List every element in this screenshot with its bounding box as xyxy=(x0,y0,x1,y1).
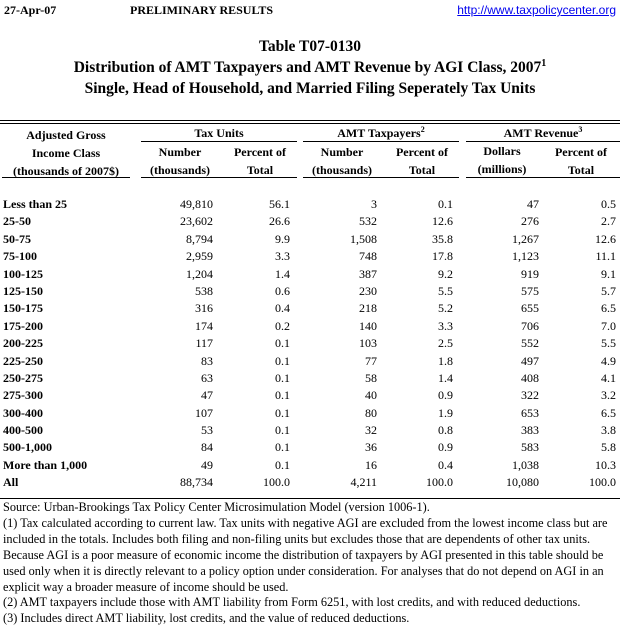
table-row xyxy=(0,474,620,491)
amt-revenue-dollars: 383 xyxy=(521,423,539,438)
tax-units-percent: 100.0 xyxy=(263,475,290,490)
tax-units-percent: 26.6 xyxy=(269,214,290,229)
amt-taxpayers-number: 3 xyxy=(371,197,377,211)
amt-taxpayers-percent: 12.6 xyxy=(432,214,453,229)
tax-units-percent: 0.2 xyxy=(275,318,290,333)
amt-revenue-percent: 0.5 xyxy=(601,197,616,211)
subheader-underline-amt-taxpayers xyxy=(303,177,459,178)
amt-taxpayers-percent: 3.3 xyxy=(438,318,453,333)
income-class-label: 225-250 xyxy=(3,353,43,368)
table-row xyxy=(0,439,620,456)
amt-taxpayers-number: 230 xyxy=(359,283,377,298)
amt-revenue-dollars: 1,267 xyxy=(512,231,539,246)
amt-taxpayers-number: 103 xyxy=(359,336,377,351)
amt-revenue-dollars: 322 xyxy=(521,388,539,403)
income-class-label: 75-100 xyxy=(3,249,37,264)
income-class-label: More than 1,000 xyxy=(3,457,88,472)
amt-revenue-dollars: 575 xyxy=(521,283,539,298)
amt-revenue-dollars: 655 xyxy=(521,301,539,316)
amt-revenue-percent: 3.2 xyxy=(601,388,616,403)
table-row xyxy=(0,283,620,300)
footnote-3: (3) Includes direct AMT liability, lost credits, and the value of reduced deductions. xyxy=(3,611,410,626)
amt-revenue-percent: 3.8 xyxy=(601,423,616,438)
tax-units-number: 538 xyxy=(195,283,213,298)
income-class-label: All xyxy=(3,475,19,490)
amt-taxpayers-percent: 5.2 xyxy=(438,301,453,316)
tax-units-number: 84 xyxy=(201,440,213,455)
table-row xyxy=(0,387,620,404)
table-row xyxy=(0,335,620,352)
amt-revenue-percent: 5.5 xyxy=(601,336,616,351)
tax-units-number: 174 xyxy=(195,318,213,333)
income-class-label: 175-200 xyxy=(3,318,43,333)
amt-taxpayers-number: 748 xyxy=(359,249,377,264)
tax-units-number: 83 xyxy=(201,353,213,368)
tax-units-number: 2,959 xyxy=(186,249,213,264)
tax-units-number: 316 xyxy=(195,301,213,316)
amt-taxpayers-percent: 9.2 xyxy=(438,266,453,281)
amt-revenue-percent: 5.8 xyxy=(601,440,616,455)
table-row xyxy=(0,213,620,230)
amt-taxpayers-number: 140 xyxy=(359,318,377,333)
income-class-label: 300-400 xyxy=(3,405,43,420)
tax-units-number: 49 xyxy=(201,457,213,472)
tax-units-percent: 0.1 xyxy=(275,353,290,368)
group-underline-amt-taxpayers xyxy=(303,141,459,142)
amt-revenue-percent: 11.1 xyxy=(595,249,616,264)
income-class-label: 250-275 xyxy=(3,370,43,385)
table-body xyxy=(0,196,620,492)
tax-units-percent: 0.1 xyxy=(275,423,290,438)
tax-units-number: 117 xyxy=(195,336,213,351)
amt-revenue-dollars: 653 xyxy=(521,405,539,420)
tax-units-percent: 0.1 xyxy=(275,370,290,385)
amt-taxpayers-percent: 0.8 xyxy=(438,423,453,438)
tax-units-percent: 0.1 xyxy=(275,336,290,351)
tax-units-percent: 3.3 xyxy=(275,249,290,264)
preliminary-label: PRELIMINARY RESULTS xyxy=(130,3,274,17)
amt-revenue-percent: 100.0 xyxy=(589,475,616,490)
tax-units-number: 47 xyxy=(201,388,213,403)
amt-taxpayers-number: 40 xyxy=(365,388,377,403)
tax-units-percent: 0.4 xyxy=(275,301,290,316)
amt-revenue-dollars: 1,123 xyxy=(512,249,539,264)
group-underline-tax-units xyxy=(141,141,297,142)
income-class-label: 100-125 xyxy=(3,266,43,281)
table-row xyxy=(0,231,620,248)
footnote-1: (1) Tax calculated according to current law. Tax units with negative AGI are excluded from the lowest income class but are included in the totals. Includes both filing and non-filing units but excludes those that are dependents of other tax units. Because AGI is a poor measure of economic income the distribution of taxpayers by AGI presented in this table should be used only when it is directly relevant to a policy option under consideration. For analyses that do not depend on AGI in an explicit way a broader measure of income should be used. xyxy=(3,515,608,594)
agi-class-header: Adjusted Gross Income Class (thousands of 2007$) xyxy=(12,128,120,178)
group-header-amt-taxpayers: AMT Taxpayers$^2$ xyxy=(337,125,425,140)
amt-revenue-dollars: 706 xyxy=(521,318,539,333)
amt-taxpayers-number: 218 xyxy=(359,301,377,316)
table-row xyxy=(0,196,620,213)
agi-class-underline xyxy=(2,177,130,178)
amt-taxpayers-number: 80 xyxy=(365,405,377,420)
subheader-underline-amt-revenue xyxy=(466,177,620,178)
amt-revenue-dollars: 47 xyxy=(527,197,539,211)
tax-units-number: 88,734 xyxy=(180,475,213,490)
tax-units-percent: 56.1 xyxy=(269,197,290,211)
tax-units-number: 49,810 xyxy=(180,197,213,211)
subheader-rev-percent: Percent of Total xyxy=(554,145,608,177)
amt-revenue-percent: 9.1 xyxy=(601,266,616,281)
amt-revenue-percent: 12.6 xyxy=(595,231,616,246)
table-notes xyxy=(3,500,619,627)
tax-units-number: 63 xyxy=(201,370,213,385)
tax-units-number: 107 xyxy=(195,405,213,420)
tax-units-percent: 0.6 xyxy=(275,283,290,298)
amt-taxpayers-number: 1,508 xyxy=(350,231,377,246)
footnote-marker: 1 xyxy=(541,58,547,69)
tax-units-percent: 0.1 xyxy=(275,440,290,455)
table-titles xyxy=(0,36,620,99)
income-class-label: 200-225 xyxy=(3,336,43,351)
amt-revenue-dollars: 408 xyxy=(521,370,539,385)
tax-units-percent: 0.1 xyxy=(275,388,290,403)
amt-taxpayers-percent: 2.5 xyxy=(438,336,453,351)
income-class-label: 25-50 xyxy=(3,214,31,229)
table-row xyxy=(0,405,620,422)
amt-taxpayers-percent: 0.4 xyxy=(438,457,453,472)
table-row xyxy=(0,370,620,387)
amt-taxpayers-percent: 35.8 xyxy=(432,231,453,246)
income-class-label: 50-75 xyxy=(3,231,31,246)
tax-units-percent: 0.1 xyxy=(275,405,290,420)
amt-revenue-percent: 10.3 xyxy=(595,457,616,472)
amt-taxpayers-number: 532 xyxy=(359,214,377,229)
table-row xyxy=(0,457,620,474)
group-header-amt-revenue: AMT Revenue$^3$ xyxy=(503,125,583,140)
table-row xyxy=(0,300,620,317)
amt-taxpayers-percent: 1.9 xyxy=(438,405,453,420)
table-row xyxy=(0,353,620,370)
income-class-label: 400-500 xyxy=(3,423,43,438)
amt-revenue-dollars: 497 xyxy=(521,353,539,368)
table-row xyxy=(0,248,620,265)
subheader-amt-number: Number (thousands) xyxy=(311,145,373,177)
amt-revenue-percent: 4.9 xyxy=(601,353,616,368)
table-id: Table T07-0130 xyxy=(258,38,362,55)
table-row xyxy=(0,422,620,439)
income-class-label: Less than 25 xyxy=(3,197,68,211)
subheader-tu-number: Number (thousands) xyxy=(149,145,211,177)
tax-units-number: 23,602 xyxy=(180,214,213,229)
table-row xyxy=(0,266,620,283)
amt-taxpayers-percent: 17.8 xyxy=(432,249,453,264)
subheader-tu-percent: Percent of Total xyxy=(233,145,287,177)
income-class-label: 275-300 xyxy=(3,388,43,403)
top-bar xyxy=(4,3,616,19)
footnote-2: (2) AMT taxpayers include those with AMT liability from Form 6251, with lost credits, and with reduced deductions. xyxy=(3,595,581,610)
amt-taxpayers-number: 32 xyxy=(365,423,377,438)
amt-taxpayers-percent: 5.5 xyxy=(438,283,453,298)
amt-taxpayers-number: 387 xyxy=(359,266,377,281)
amt-taxpayers-percent: 1.8 xyxy=(438,353,453,368)
tax-units-percent: 1.4 xyxy=(275,266,290,281)
tax-units-percent: 9.9 xyxy=(275,231,290,246)
income-class-label: 500-1,000 xyxy=(3,440,52,455)
amt-taxpayers-percent: 1.4 xyxy=(438,370,453,385)
amt-revenue-dollars: 583 xyxy=(521,440,539,455)
tax-units-number: 1,204 xyxy=(186,266,213,281)
amt-taxpayers-percent: 0.9 xyxy=(438,388,453,403)
amt-revenue-percent: 4.1 xyxy=(601,370,616,385)
subheader-rev-dollars: Dollars (millions) xyxy=(477,144,527,176)
amt-taxpayers-percent: 100.0 xyxy=(426,475,453,490)
amt-taxpayers-percent: 0.9 xyxy=(438,440,453,455)
amt-revenue-percent: 7.0 xyxy=(601,318,616,333)
subheader-underline-tax-units xyxy=(141,177,297,178)
amt-taxpayers-number: 77 xyxy=(365,353,377,368)
amt-revenue-percent: 2.7 xyxy=(601,214,616,229)
amt-taxpayers-number: 16 xyxy=(365,457,377,472)
tax-units-number: 8,794 xyxy=(186,231,213,246)
amt-revenue-percent: 5.7 xyxy=(601,283,616,298)
group-header-tax-units: Tax Units xyxy=(194,126,244,140)
income-class-label: 125-150 xyxy=(3,283,43,298)
amt-taxpayers-number: 58 xyxy=(365,370,377,385)
amt-revenue-dollars: 552 xyxy=(521,336,539,351)
amt-revenue-percent: 6.5 xyxy=(601,405,616,420)
amt-revenue-dollars: 919 xyxy=(521,266,539,281)
amt-revenue-dollars: 10,080 xyxy=(506,475,539,490)
footer-rule xyxy=(0,498,620,499)
tax-units-percent: 0.1 xyxy=(275,457,290,472)
amt-taxpayers-number: 4,211 xyxy=(350,475,377,490)
amt-revenue-dollars: 1,038 xyxy=(512,457,539,472)
subheader-amt-percent: Percent of Total xyxy=(395,145,449,177)
amt-revenue-dollars: 276 xyxy=(521,214,539,229)
report-date: 27-Apr-07 xyxy=(4,3,57,17)
tax-policy-center-link[interactable]: http://www.taxpolicycenter.org xyxy=(457,3,616,17)
amt-revenue-percent: 6.5 xyxy=(601,301,616,316)
table-row xyxy=(0,318,620,335)
amt-taxpayers-percent: 0.1 xyxy=(438,197,453,211)
tax-units-number: 53 xyxy=(201,423,213,438)
table-title: Distribution of AMT Taxpayers and AMT Revenue by AGI Class, 2007$^1$ xyxy=(73,58,547,76)
source-note: Source: Urban-Brookings Tax Policy Center Microsimulation Model (version 1006-1). xyxy=(3,500,430,514)
amt-taxpayers-number: 36 xyxy=(365,440,377,455)
table-subtitle: Single, Head of Household, and Married Filing Seperately Tax Units xyxy=(84,80,536,97)
income-class-label: 150-175 xyxy=(3,301,43,316)
